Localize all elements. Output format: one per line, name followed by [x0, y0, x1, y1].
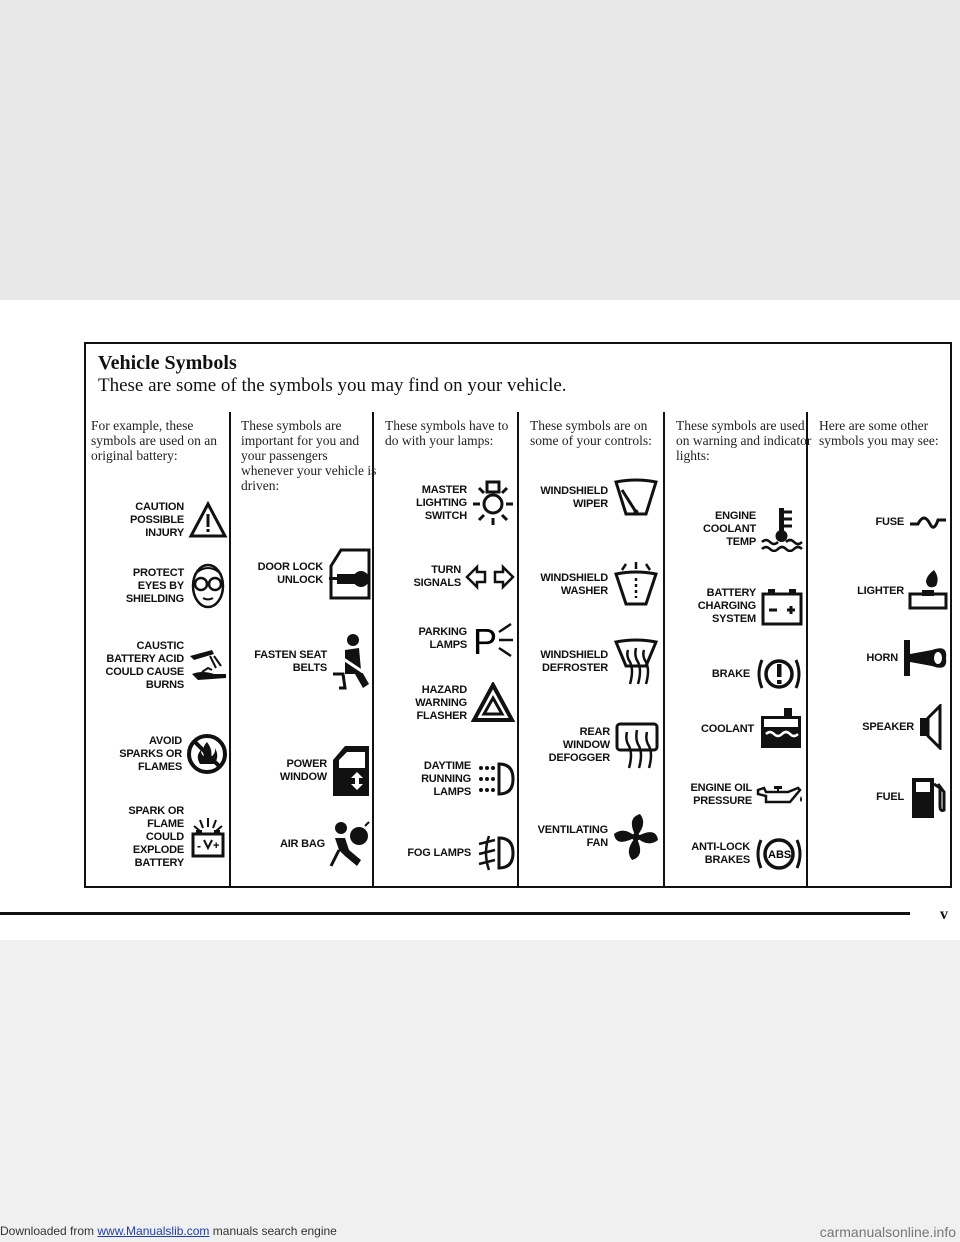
horn-icon — [902, 636, 948, 680]
power-window-icon — [331, 744, 371, 798]
symbol-coolant — [666, 706, 804, 752]
symbol-label: BATTERY CHARGING SYSTEM — [697, 586, 756, 625]
symbol-protect-eyes — [92, 560, 228, 612]
symbol-seat-belt — [233, 632, 371, 692]
symbol-label: DAYTIME RUNNING LAMPS — [421, 759, 471, 798]
symbol-label: LIGHTER — [857, 584, 904, 597]
symbol-fuel — [810, 774, 948, 820]
symbol-caustic-acid — [92, 640, 228, 692]
symbol-door-lock — [233, 548, 371, 600]
watermark: carmanualsonline.info — [819, 1224, 956, 1240]
symbol-label: WINDSHIELD WASHER — [540, 572, 608, 597]
symbol-brake — [666, 652, 804, 696]
symbol-ventilating-fan — [520, 812, 660, 862]
wiper-icon — [612, 478, 660, 518]
svg-text:ABS: ABS — [768, 849, 792, 861]
symbol-label: TURN SIGNALS — [413, 564, 461, 589]
column-lamps — [385, 418, 523, 448]
exploding-battery-icon — [188, 816, 228, 860]
symbol-label: FASTEN SEAT BELTS — [254, 649, 327, 674]
column-battery — [91, 418, 229, 463]
svg-text:+: + — [213, 839, 220, 852]
hazard-triangle-icon — [471, 682, 515, 724]
symbol-label: COOLANT — [701, 722, 754, 735]
speaker-icon — [918, 704, 948, 750]
symbol-label: DOOR LOCK UNLOCK — [257, 561, 323, 586]
symbol-air-bag — [233, 820, 371, 868]
symbol-label: POWER WINDOW — [279, 758, 327, 783]
bottom-rule — [0, 912, 910, 915]
lighter-icon — [908, 568, 948, 614]
symbol-engine-oil-pressure — [666, 780, 804, 810]
symbol-label: SPEAKER — [862, 720, 914, 733]
column-intro: These symbols are important for you and your passengers whenever your vehicle is driven: — [241, 418, 377, 493]
svg-text:P: P — [473, 621, 498, 660]
symbol-label: PROTECT EYES BY SHIELDING — [125, 566, 184, 605]
symbol-battery-charging — [666, 586, 804, 626]
symbol-label: WINDSHIELD WIPER — [540, 485, 608, 510]
air-bag-icon — [329, 820, 371, 868]
abs-icon — [754, 832, 804, 876]
rear-defogger-icon — [614, 720, 660, 770]
column-intro: For example, these symbols are used on an original battery: — [91, 418, 217, 463]
column-divider — [517, 412, 519, 886]
symbol-windshield-wiper — [520, 478, 660, 518]
symbol-label: PARKING LAMPS — [418, 626, 467, 651]
fan-icon — [612, 812, 660, 862]
symbol-caution — [92, 500, 228, 540]
symbol-label: MASTER LIGHTING SWITCH — [416, 483, 467, 522]
footer-prefix: Downloaded from — [0, 1224, 98, 1238]
symbol-label: FOG LAMPS — [407, 846, 471, 859]
symbol-label: FUEL — [876, 790, 904, 803]
fuel-pump-icon — [908, 774, 948, 820]
symbol-label: HAZARD WARNING FLASHER — [415, 683, 467, 722]
warning-triangle-icon — [188, 500, 228, 540]
coolant-temp-icon — [760, 506, 804, 552]
column-controls — [530, 418, 668, 448]
symbol-fog-lamps — [375, 832, 515, 874]
washer-icon — [612, 560, 660, 610]
column-other — [819, 418, 957, 448]
column-intro: These symbols have to do with your lamps: — [385, 418, 509, 448]
acid-hand-icon — [188, 646, 228, 686]
goggles-face-icon — [188, 560, 228, 612]
column-intro: Here are some other symbols you may see: — [819, 418, 939, 448]
symbol-master-lighting — [375, 480, 515, 526]
symbol-fuse — [810, 510, 948, 534]
symbol-spark-flame — [92, 805, 228, 870]
symbol-label: ENGINE OIL PRESSURE — [690, 782, 752, 807]
symbol-label: FUSE — [875, 515, 904, 528]
symbol-label: CAUSTIC BATTERY ACID COULD CAUSE BURNS — [105, 640, 184, 691]
no-flame-icon — [186, 733, 228, 775]
parking-lamps-icon — [471, 618, 515, 660]
column-divider — [663, 412, 665, 886]
symbol-label: ENGINE COOLANT TEMP — [703, 509, 756, 548]
symbol-label: AIR BAG — [279, 837, 325, 850]
symbol-label: SPARK OR FLAME COULD EXPLODE BATTERY — [128, 805, 184, 869]
light-bulb-icon — [471, 480, 515, 526]
symbol-label: CAUTION POSSIBLE INJURY — [129, 500, 184, 539]
column-divider — [229, 412, 231, 886]
column-intro: These symbols are used on warning and indicator lights: — [676, 418, 812, 463]
symbol-hazard-flasher — [375, 682, 515, 724]
symbol-engine-coolant-temp — [666, 506, 804, 552]
column-intro: These symbols are on some of your controls: — [530, 418, 652, 448]
symbol-label: ANTI-LOCK BRAKES — [691, 841, 750, 866]
top-margin — [0, 0, 960, 300]
symbol-label: HORN — [866, 651, 898, 664]
symbol-label: WINDSHIELD DEFROSTER — [540, 649, 608, 674]
symbol-anti-lock-brakes — [666, 832, 804, 876]
door-lock-icon — [327, 548, 371, 600]
symbol-horn — [810, 636, 948, 680]
battery-icon — [760, 586, 804, 626]
fuse-icon — [908, 510, 948, 534]
turn-arrows-icon — [465, 562, 515, 592]
download-footer — [0, 1224, 960, 1242]
symbol-label: VENTILATING FAN — [537, 824, 608, 849]
symbol-turn-signals — [375, 562, 515, 592]
page-number: v — [940, 906, 948, 923]
fog-lamp-icon — [475, 832, 515, 874]
windshield-defroster-icon — [612, 638, 660, 686]
manualslib-link[interactable]: www.Manualslib.com — [97, 1224, 210, 1238]
page-title: Vehicle Symbols — [98, 352, 237, 374]
oil-can-icon — [756, 780, 804, 810]
coolant-icon — [758, 706, 804, 752]
column-safety — [241, 418, 379, 493]
symbol-label: AVOID SPARKS OR FLAMES — [119, 734, 182, 773]
seat-belt-icon — [331, 632, 371, 692]
symbol-power-window — [233, 744, 371, 798]
symbol-lighter — [810, 568, 948, 614]
brake-icon — [754, 652, 804, 696]
svg-text:-: - — [197, 838, 201, 853]
symbol-avoid-sparks — [92, 733, 228, 775]
symbol-parking-lamps — [375, 618, 515, 660]
column-warnings — [676, 418, 814, 463]
symbol-label: REAR WINDOW DEFOGGER — [548, 725, 610, 764]
symbol-rear-defogger — [520, 720, 660, 770]
symbol-windshield-washer — [520, 560, 660, 610]
symbol-label: BRAKE — [711, 667, 750, 680]
column-divider — [806, 412, 808, 886]
symbol-windshield-defroster — [520, 638, 660, 686]
page-subtitle: These are some of the symbols you may find on your vehicle. — [98, 375, 567, 396]
daytime-lamp-icon — [475, 758, 515, 800]
symbol-speaker — [810, 704, 948, 750]
footer-suffix: manuals search engine — [209, 1224, 337, 1238]
symbol-daytime-running — [375, 758, 515, 800]
